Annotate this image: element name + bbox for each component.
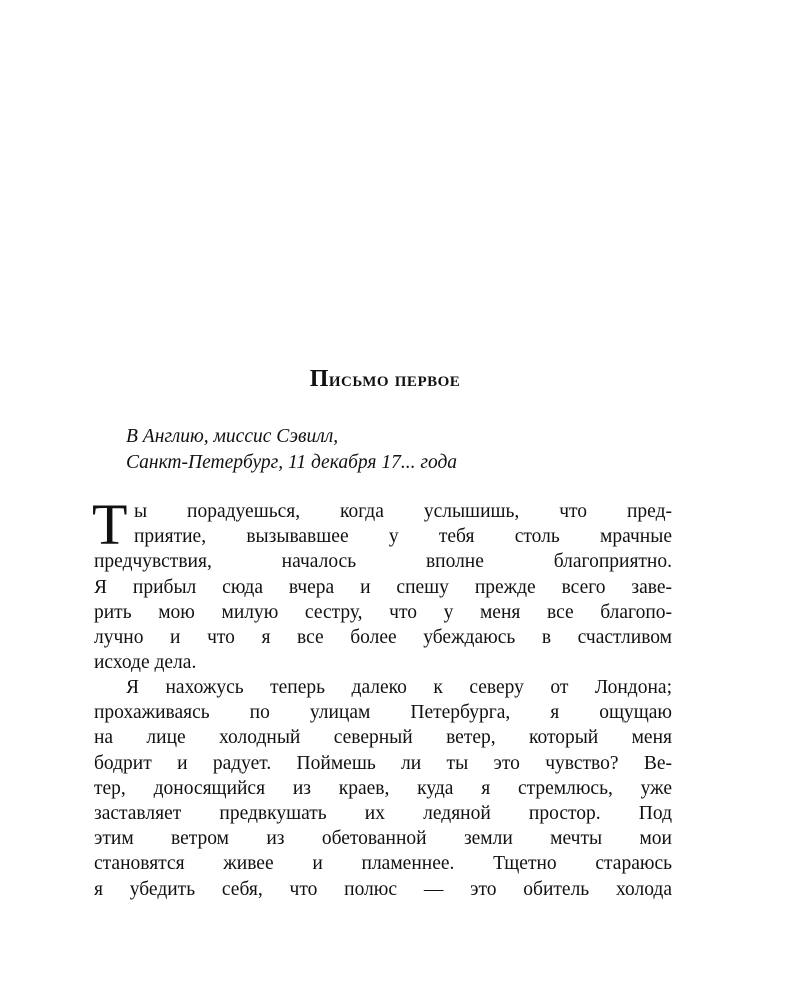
paragraph-1: [92, 492, 672, 675]
text-line: исходе дела.: [94, 652, 197, 674]
text-line: приятие, вызывавшее у тебя столь мрачные: [134, 526, 672, 548]
drop-cap: Т: [92, 492, 128, 557]
letter-header-place-date: Санкт-Петербург, 11 декабря 17... года: [126, 452, 458, 473]
text-line: этим ветром из обетованной земли мечты мои: [94, 828, 672, 850]
text-line: бодрит и радует. Поймешь ли ты это чувство? Ве-: [94, 752, 672, 774]
text-line: рить мою милую сестру, что у меня все благопо-: [94, 601, 672, 623]
text-line: Я нахожусь теперь далеко к северу от Лондона;: [126, 677, 672, 698]
text-line: тер, доносящийся из краев, куда я стремлюсь, уже: [94, 777, 672, 799]
chapter-title-rest: исьмо первое: [328, 367, 461, 391]
chapter-title-initial: П: [309, 366, 329, 392]
text-line: на лице холодный северный ветер, который меня: [94, 727, 672, 749]
text-line: ы порадуешься, когда услышишь, что пред-: [134, 501, 672, 522]
paragraph-2: [94, 675, 672, 902]
text-line: Я прибыл сюда вчера и спешу прежде всего заве-: [94, 576, 672, 598]
text-line: заставляет предвкушать их ледяной простор. Под: [94, 802, 672, 824]
letter-header-recipient: В Англию, миссис Сэвилл,: [126, 426, 339, 447]
text-line: я убедить себя, что полюс — это обитель холода: [94, 878, 672, 900]
text-line: лучно и что я все более убеждаюсь в счастливом: [94, 626, 672, 648]
chapter-title: [0, 366, 770, 393]
text-line: предчувствия, началось вполне благоприятно.: [94, 551, 672, 573]
letter-header: [126, 424, 457, 476]
text-line: становятся живее и пламеннее. Тщетно стараюсь: [94, 853, 672, 875]
text-line: прохаживаясь по улицам Петербурга, я ощущаю: [94, 702, 672, 724]
